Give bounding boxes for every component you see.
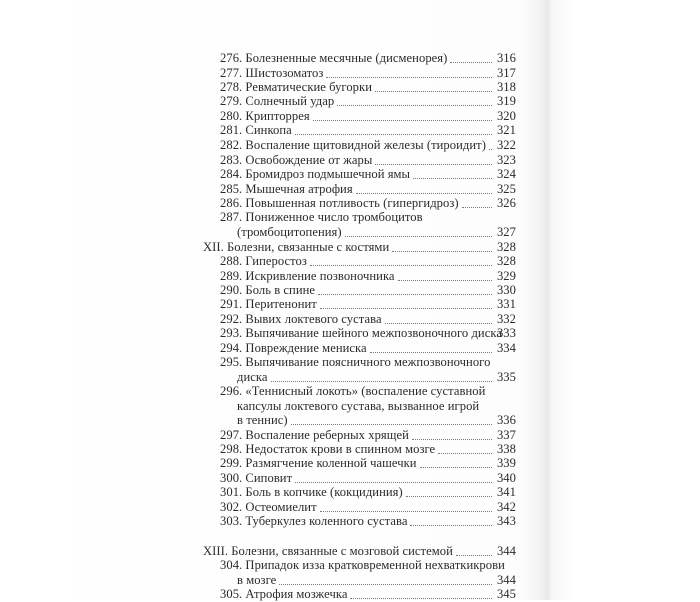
toc-dot-leader	[489, 149, 492, 150]
toc-dot-leader	[406, 496, 492, 497]
toc-page-number: 333	[496, 326, 516, 340]
toc-entry-title: 291. Перитенонит	[220, 297, 317, 311]
toc-entry-title: 279. Солнечный удар	[220, 94, 335, 108]
toc-page-number: 341	[496, 485, 516, 499]
toc-dot-leader	[412, 439, 492, 440]
toc-dot-leader	[320, 511, 492, 512]
toc-page-number: 318	[496, 80, 516, 94]
toc-page-number: 342	[496, 500, 516, 514]
toc-page-number: 325	[496, 182, 516, 196]
toc-page-number: 335	[496, 369, 516, 384]
toc-entry-line	[0, 122, 700, 138]
toc-entry-title: 295. Выпячивание поясничного межпозвоночного	[220, 355, 491, 369]
toc-entry-line	[0, 50, 700, 66]
toc-dot-leader	[279, 584, 492, 585]
toc-entry-title: 305. Атрофия мозжечка	[220, 587, 348, 601]
toc-entry-title: в теннис)	[237, 413, 288, 428]
toc-entry-title: 296. «Теннисный локоть» (воспаление суставной	[220, 384, 486, 398]
toc-entry-title: диска	[237, 369, 268, 384]
toc-entry-line	[0, 224, 700, 240]
toc-entry-title: 277. Шистозоматоз	[220, 66, 324, 80]
toc-page-number: 328	[496, 240, 516, 254]
toc-page-number: 317	[496, 66, 516, 80]
toc-page-number: 324	[496, 167, 516, 181]
toc-entry-line	[0, 253, 700, 269]
toc-dot-leader	[310, 265, 492, 266]
toc-page-number: 336	[496, 413, 516, 428]
toc-entry-title: 301. Боль в копчике (кокцидиния)	[220, 485, 403, 499]
toc-entry-title: 286. Повышенная потливость (гипергидроз)	[220, 196, 459, 210]
toc-dot-leader	[375, 91, 492, 92]
toc-dot-leader	[337, 105, 492, 106]
toc-page-number: 316	[496, 51, 516, 65]
toc-page-number: 340	[496, 471, 516, 485]
toc-page-number: 328	[496, 254, 516, 268]
toc-dot-leader	[456, 555, 492, 556]
toc-entry-line	[0, 325, 700, 341]
toc-page-number: 344	[496, 544, 516, 558]
toc-dot-leader	[450, 62, 492, 63]
toc-entry-title: 292. Вывих локтевого сустава	[220, 312, 382, 326]
toc-page-number: 321	[496, 123, 516, 137]
toc-entry-title: 300. Сиповит	[220, 471, 293, 485]
toc-dot-leader	[385, 323, 492, 324]
toc-dot-leader	[271, 381, 492, 382]
toc-entry-title: 278. Ревматические бугорки	[220, 80, 372, 94]
toc-page-number: 323	[496, 153, 516, 167]
toc-entry-title: 290. Боль в спине	[220, 283, 316, 297]
toc-page-number: 339	[496, 456, 516, 470]
toc-page-number: 327	[496, 224, 516, 239]
toc-dot-leader	[356, 193, 492, 194]
toc-entry-line	[0, 166, 700, 182]
toc-dot-leader	[350, 598, 492, 599]
toc-entry-title: 284. Бромидроз подмышечной ямы	[220, 167, 411, 181]
toc-page-number: 345	[496, 587, 516, 601]
toc-entry-title: 287. Пониженное число тромбоцитов	[220, 210, 423, 224]
toc-page-number: 320	[496, 109, 516, 123]
toc-page-number: 332	[496, 312, 516, 326]
toc-dot-leader	[295, 482, 492, 483]
toc-page-number: 331	[496, 297, 516, 311]
toc-entry-title: (тромбоцитопения)	[237, 224, 342, 239]
toc-entry-title: в мозге	[237, 572, 277, 587]
toc-entry-title: 285. Мышечная атрофия	[220, 182, 353, 196]
toc-entry-title: 281. Синкопа	[220, 123, 292, 137]
toc-page-number: 337	[496, 428, 516, 442]
toc-entry-line	[0, 296, 700, 312]
toc-entry-title: 302. Остеомиелит	[220, 500, 317, 514]
toc-dot-leader	[313, 120, 492, 121]
toc-page-number: 326	[496, 196, 516, 210]
toc-page-number: 319	[496, 94, 516, 108]
toc-entry-title: 299. Размягчение коленной чашечки	[220, 456, 417, 470]
toc-entry-title: 289. Искривление позвоночника	[220, 269, 395, 283]
toc-page-number: 334	[496, 341, 516, 355]
toc-dot-leader	[398, 280, 492, 281]
toc-dot-leader	[326, 77, 492, 78]
toc-dot-leader	[295, 134, 492, 135]
toc-entry-line	[0, 93, 700, 109]
toc-dot-leader	[345, 236, 492, 237]
toc-entry-line	[0, 455, 700, 471]
toc-dot-leader	[462, 207, 492, 208]
toc-entry-title: 297. Воспаление реберных хрящей	[220, 428, 409, 442]
toc-entry-title: 280. Крипторрея	[220, 109, 310, 123]
toc-dot-leader	[413, 178, 492, 179]
toc-dot-leader	[318, 294, 492, 295]
toc-page-number: 329	[496, 269, 516, 283]
toc-page-number: 330	[496, 283, 516, 297]
toc-dot-leader	[291, 424, 492, 425]
toc-entry-line	[0, 137, 700, 153]
toc-entry-title: 288. Гиперостоз	[220, 254, 307, 268]
toc-dot-leader	[438, 453, 492, 454]
toc-entry-title: 298. Недостаток крови в спинном мозге	[220, 442, 436, 456]
toc-page-number: 344	[496, 572, 516, 587]
toc-entry-line	[0, 513, 700, 529]
toc-entry-line	[0, 484, 700, 500]
toc-dot-leader	[320, 308, 492, 309]
toc-entry-title: 276. Болезненные месячные (дисменорея)	[220, 51, 448, 65]
toc-entry-title: 293. Выпячивание шейного межпозвоночного диска	[220, 326, 502, 340]
toc-entry-title: капсулы локтевого сустава, вызванное игрой	[237, 398, 480, 413]
toc-dot-leader	[370, 352, 492, 353]
toc-entry-title: 294. Повреждение мениска	[220, 341, 367, 355]
toc-entry-title: XII. Болезни, связанные с костями	[203, 240, 390, 254]
toc-entry-title: 303. Туберкулез коленного сустава	[220, 514, 408, 528]
toc-entry-line	[0, 412, 700, 428]
toc-dot-leader	[375, 164, 492, 165]
toc-entry-title: 283. Освобождение от жары	[220, 153, 373, 167]
toc-dot-leader	[410, 525, 492, 526]
toc-entry-title: 304. Припадок изза кратковременной нехваткикрови	[220, 558, 505, 572]
toc-page-number: 338	[496, 442, 516, 456]
toc-entry-title: 282. Воспаление щитовидной железы (тироидит)	[220, 138, 486, 152]
toc-dot-leader	[420, 467, 492, 468]
toc-page-number: 343	[496, 514, 516, 528]
toc-dot-leader	[392, 251, 492, 252]
toc-page-number: 322	[496, 138, 516, 152]
toc-entry-title: XIII. Болезни, связанные с мозговой системой	[203, 544, 453, 558]
